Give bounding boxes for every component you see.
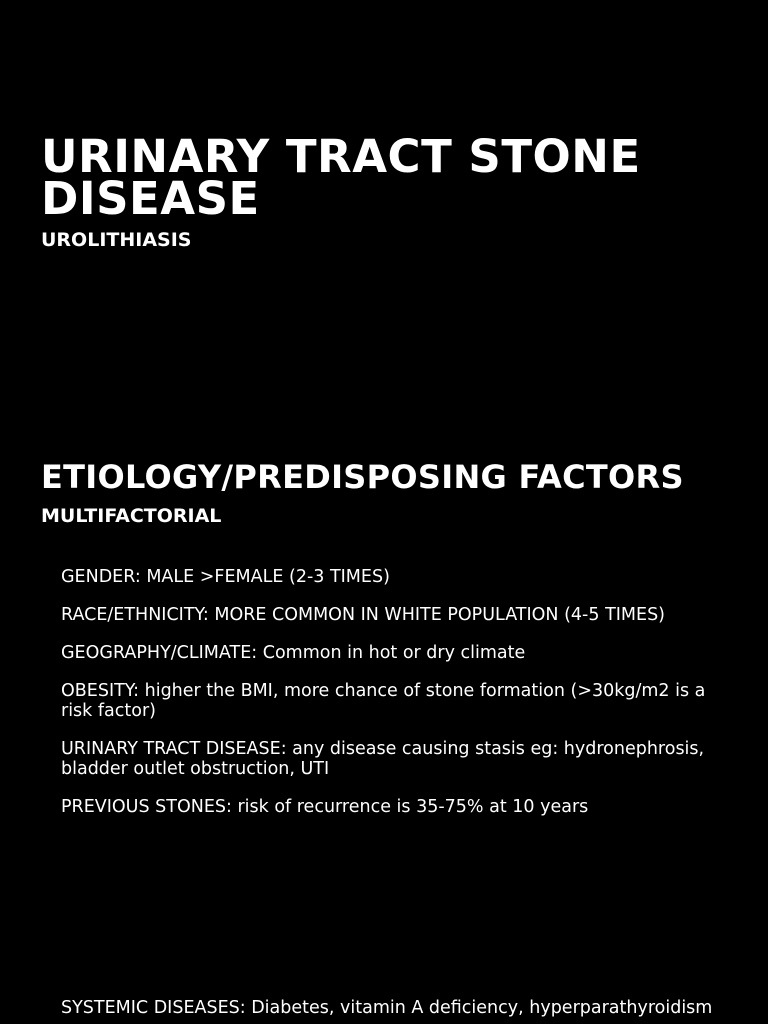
factor-geography: GEOGRAPHY/CLIMATE: Common in hot or dry climate xyxy=(61,643,526,663)
factor-previous-stones: PREVIOUS STONES: risk of recurrence is 35-75% at 10 years xyxy=(61,797,589,817)
page-subtitle: UROLITHIASIS xyxy=(41,229,192,251)
factor-list xyxy=(61,567,741,835)
factor-urinary-tract-disease: URINARY TRACT DISEASE: any disease causing stasis eg: hydronephrosis, bladder outlet obstruction, UTI xyxy=(61,739,705,779)
factor-race: RACE/ETHNICITY: MORE COMMON IN WHITE POPULATION (4-5 TIMES) xyxy=(61,605,666,625)
factor-gender: GENDER: MALE >FEMALE (2-3 TIMES) xyxy=(61,567,390,587)
page-title: URINARY TRACT STONE DISEASE xyxy=(41,130,641,225)
factor-systemic-diseases: SYSTEMIC DISEASES: Diabetes, vitamin A deficiency, hyperparathyroidism xyxy=(61,998,713,1018)
section-title: ETIOLOGY/PREDISPOSING FACTORS xyxy=(41,458,684,496)
factor-obesity: OBESITY: higher the BMI, more chance of stone formation (>30kg/m2 is a risk factor) xyxy=(61,681,706,721)
section-subtitle: MULTIFACTORIAL xyxy=(41,505,222,527)
